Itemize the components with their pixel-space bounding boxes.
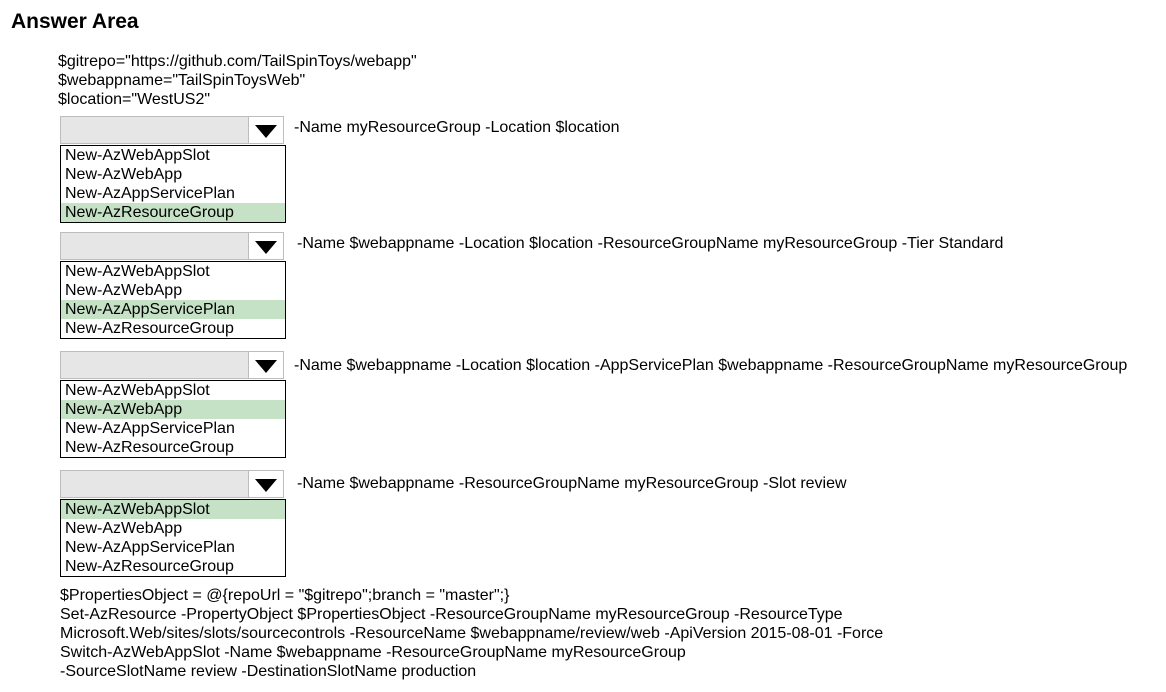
option-new-azappserviceplan[interactable]: New-AzAppServicePlan [65, 420, 235, 437]
dropdown-2-options [60, 261, 286, 339]
chevron-down-icon [255, 360, 277, 373]
dropdown-2[interactable] [60, 232, 284, 260]
var-webappname: $webappname="TailSpinToysWeb" [58, 72, 306, 89]
option-new-azwebappslot[interactable]: New-AzWebAppSlot [65, 263, 210, 280]
option-new-azwebapp[interactable]: New-AzWebApp [65, 520, 183, 537]
chevron-down-icon [255, 479, 277, 492]
option-new-azwebappslot[interactable]: New-AzWebAppSlot [61, 500, 285, 519]
var-gitrepo: $gitrepo="https://github.com/TailSpinToys/webapp" [58, 53, 417, 70]
script-line-1: $PropertiesObject = @{repoUrl = "$gitrepo";branch = "master";} [60, 587, 510, 604]
page-title: Answer Area [11, 10, 139, 33]
option-new-azwebapp[interactable]: New-AzWebApp [65, 166, 183, 183]
dropdown-4[interactable] [60, 470, 284, 498]
dropdown-3-toggle[interactable] [248, 352, 283, 378]
dropdown-1-toggle[interactable] [248, 117, 283, 143]
option-new-azwebapp[interactable]: New-AzWebApp [65, 282, 183, 299]
dropdown-4-options [60, 499, 286, 577]
script-line-4: Switch-AzWebAppSlot -Name $webappname -ResourceGroupName myResourceGroup [60, 644, 686, 661]
dropdown-2-toggle[interactable] [248, 233, 283, 259]
option-new-azappserviceplan[interactable]: New-AzAppServicePlan [65, 185, 235, 202]
dropdown-2-params: -Name $webappname -Location $location -ResourceGroupName myResourceGroup -Tier Standard [297, 235, 1004, 252]
dropdown-3-options [60, 380, 286, 458]
script-line-5: -SourceSlotName review -DestinationSlotName production [60, 663, 477, 680]
dropdown-1-options [60, 145, 286, 223]
var-location: $location="WestUS2" [58, 91, 211, 108]
dropdown-1-params: -Name myResourceGroup -Location $location [294, 119, 620, 136]
chevron-down-icon [255, 241, 277, 254]
option-new-azappserviceplan[interactable]: New-AzAppServicePlan [61, 300, 285, 319]
script-line-2: Set-AzResource -PropertyObject $PropertiesObject -ResourceGroupName myResourceGroup -ResourceType [60, 606, 843, 623]
option-new-azwebappslot[interactable]: New-AzWebAppSlot [65, 382, 210, 399]
dropdown-3-params: -Name $webappname -Location $location -AppServicePlan $webappname -ResourceGroupName myResourceGroup [294, 357, 1128, 374]
dropdown-3[interactable] [60, 351, 284, 379]
option-new-azresourcegroup[interactable]: New-AzResourceGroup [65, 320, 234, 337]
option-new-azresourcegroup[interactable]: New-AzResourceGroup [61, 203, 285, 222]
dropdown-1[interactable] [60, 116, 284, 144]
dropdown-4-params: -Name $webappname -ResourceGroupName myResourceGroup -Slot review [297, 475, 847, 492]
script-line-3: Microsoft.Web/sites/slots/sourcecontrols -ResourceName $webappname/review/web -ApiVersion 2015-08-01 -Force [60, 625, 884, 642]
option-new-azappserviceplan[interactable]: New-AzAppServicePlan [65, 539, 235, 556]
option-new-azwebapp[interactable]: New-AzWebApp [61, 400, 285, 419]
option-new-azwebappslot[interactable]: New-AzWebAppSlot [65, 147, 210, 164]
option-new-azresourcegroup[interactable]: New-AzResourceGroup [65, 558, 234, 575]
option-new-azresourcegroup[interactable]: New-AzResourceGroup [65, 439, 234, 456]
dropdown-4-toggle[interactable] [248, 471, 283, 497]
chevron-down-icon [255, 125, 277, 138]
